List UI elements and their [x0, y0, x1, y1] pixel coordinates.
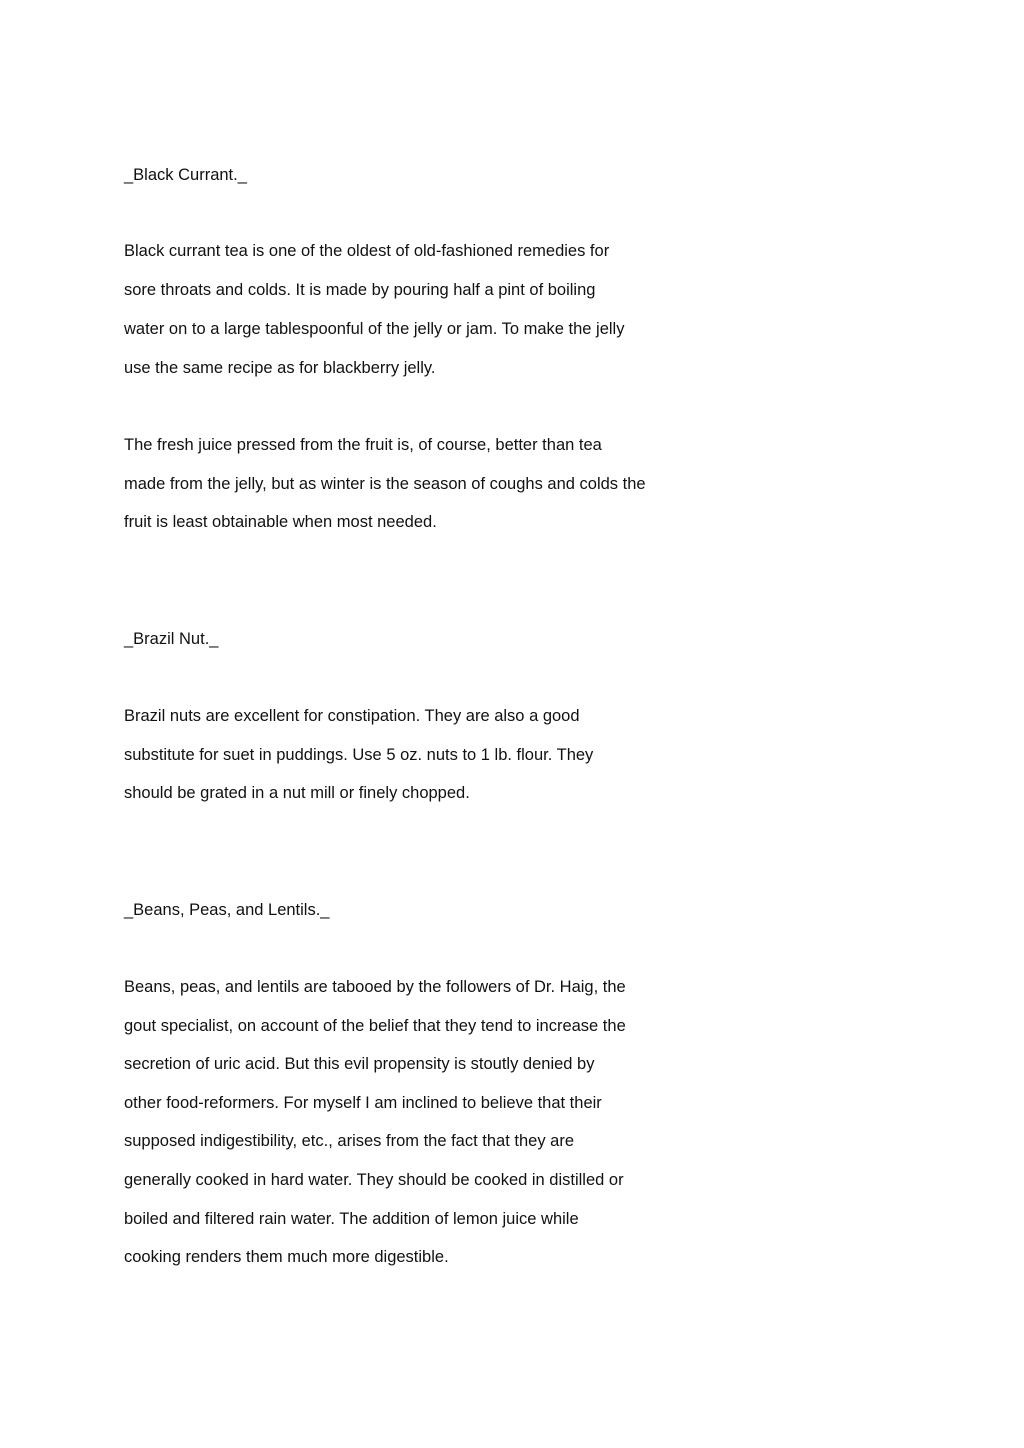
- text-line: should be grated in a nut mill or finely chopped.: [124, 784, 470, 802]
- section-heading-black-currant: _Black Currant._: [124, 166, 247, 184]
- text-line: gout specialist, on account of the belief that they tend to increase the: [124, 1017, 626, 1035]
- section-heading-brazil-nut: _Brazil Nut._: [124, 630, 219, 648]
- text-line: cooking renders them much more digestible.: [124, 1248, 449, 1266]
- text-line: boiled and filtered rain water. The addition of lemon juice while: [124, 1210, 579, 1228]
- text-line: The fresh juice pressed from the fruit is, of course, better than tea: [124, 436, 602, 454]
- text-line: secretion of uric acid. But this evil propensity is stoutly denied by: [124, 1055, 595, 1073]
- text-line: made from the jelly, but as winter is the season of coughs and colds the: [124, 475, 646, 493]
- text-line: other food-reformers. For myself I am inclined to believe that their: [124, 1094, 602, 1112]
- text-line: fruit is least obtainable when most needed.: [124, 513, 437, 531]
- text-line: sore throats and colds. It is made by pouring half a pint of boiling: [124, 281, 596, 299]
- text-line: supposed indigestibility, etc., arises from the fact that they are: [124, 1132, 575, 1150]
- text-line: generally cooked in hard water. They should be cooked in distilled or: [124, 1171, 624, 1189]
- text-line: Black currant tea is one of the oldest of old-fashioned remedies for: [124, 242, 610, 260]
- text-line: water on to a large tablespoonful of the jelly or jam. To make the jelly: [124, 320, 625, 338]
- text-line: substitute for suet in puddings. Use 5 oz. nuts to 1 lb. flour. They: [124, 746, 594, 764]
- section-heading-beans-peas-lentils: _Beans, Peas, and Lentils._: [124, 901, 330, 919]
- text-line: use the same recipe as for blackberry jelly.: [124, 359, 436, 377]
- text-line: Beans, peas, and lentils are tabooed by the followers of Dr. Haig, the: [124, 978, 626, 996]
- text-line: Brazil nuts are excellent for constipation. They are also a good: [124, 707, 580, 725]
